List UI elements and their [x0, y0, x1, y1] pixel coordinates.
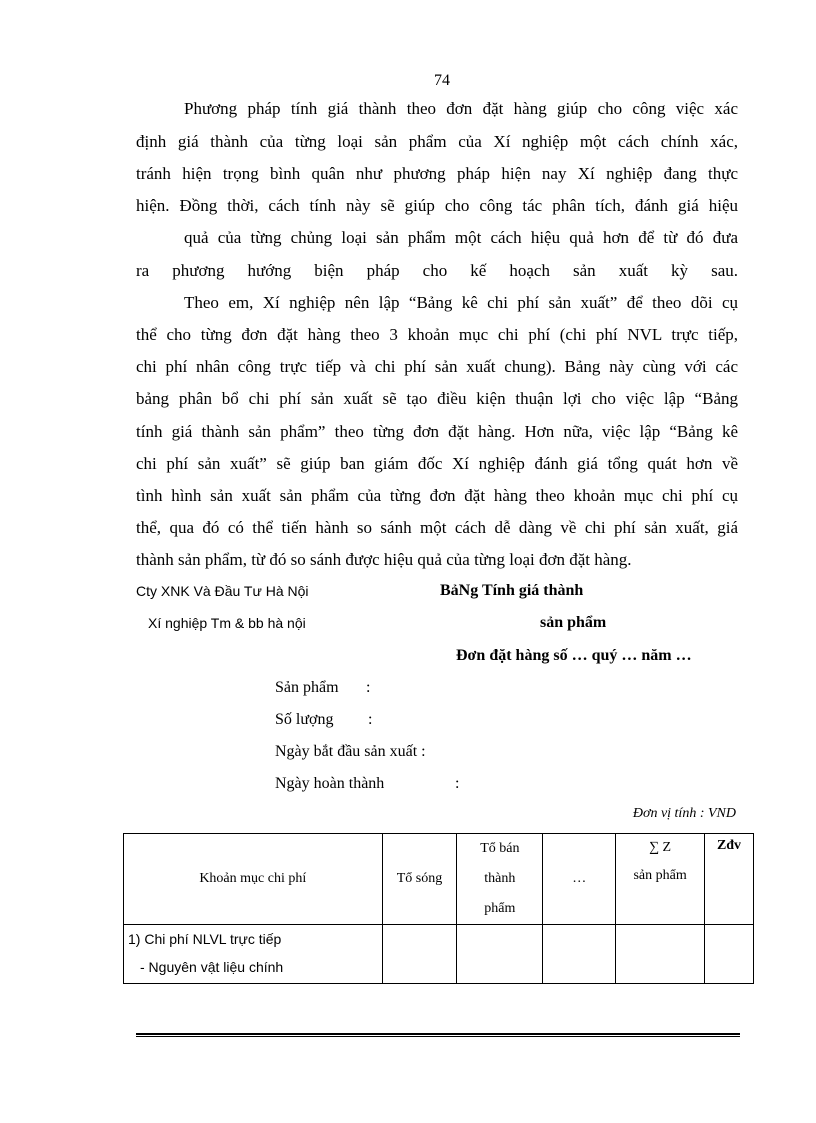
table-row: [124, 925, 754, 984]
field-colon: :: [455, 775, 460, 792]
header-ellipsis: …: [543, 834, 616, 925]
header-item: Khoản mục chi phí: [124, 834, 383, 925]
table-header-row: [124, 834, 754, 925]
table-cell: [543, 925, 616, 984]
table-cell: [382, 925, 457, 984]
field-label-product: Sản phẩm: [275, 679, 339, 696]
order-line: Đơn đặt hàng số … quý … năm …: [456, 647, 692, 664]
paragraph-line: chi phí nhân công trực tiếp và chi phí sản xuất chung). Bảng này cùng với các: [136, 357, 738, 376]
header-song: Tổ sóng: [382, 834, 457, 925]
cost-table: [123, 833, 754, 984]
form-title: BảNg Tính giá thành: [440, 582, 584, 599]
company-name: Cty XNK Và Đầu Tư Hà Nội: [136, 583, 309, 599]
paragraph-line: ra phương hướng biện pháp cho kế hoạch sản xuất kỳ sau.: [136, 261, 738, 280]
table-cell: [616, 925, 705, 984]
paragraph-line: định giá thành của từng loại sản phẩm của Xí nghiệp một cách chính xác,: [136, 132, 738, 151]
field-colon: :: [366, 679, 371, 696]
unit-name: Xí nghiệp Tm & bb hà nội: [148, 615, 306, 631]
paragraph-line: hiện. Đồng thời, cách tính này sẽ giúp cho công tác phân tích, đánh giá hiệu: [136, 196, 738, 215]
paragraph-line: tình hình sản xuất sản phẩm của từng đơn đặt hàng theo khoản mục chi phí cụ: [136, 486, 738, 505]
footer-rule: [136, 1033, 740, 1037]
paragraph-line: tính giá thành sản phẩm” theo từng đơn đặt hàng. Hơn nữa, việc lập “Bảng kê: [136, 422, 738, 441]
paragraph-line: Theo em, Xí nghiệp nên lập “Bảng kê chi phí sản xuất” để theo dõi cụ: [184, 293, 738, 312]
table-cell: [705, 925, 754, 984]
page-number: 74: [434, 72, 450, 89]
paragraph-line: tránh hiện trọng bình quân như phương pháp hiện nay Xí nghiệp đang thực: [136, 164, 738, 183]
header-ban-thanh-pham: Tổ bán thành phẩm: [457, 834, 543, 925]
row-item-cell: [124, 925, 383, 984]
paragraph-line: thành sản phẩm, từ đó so sánh được hiệu quả của từng loại đơn đặt hàng.: [136, 550, 632, 569]
paragraph-line: thể cho từng đơn đặt hàng theo 3 khoản mục chi phí (chi phí NVL trực tiếp,: [136, 325, 738, 344]
paragraph-line: quả của từng chủng loại sản phẩm một cách hiệu quả hơn để từ đó đưa: [184, 228, 738, 247]
form-title-2: sản phẩm: [540, 614, 607, 631]
header-zdv: Zđv: [705, 834, 754, 925]
paragraph-line: thể, qua đó có thể tiến hành so sánh một cách dễ dàng về chi phí sản xuất, giá: [136, 518, 738, 537]
field-label-quantity: Số lượng: [275, 711, 334, 728]
unit-note: Đơn vị tính : VND: [632, 806, 736, 821]
table-cell: [457, 925, 543, 984]
paragraph-line: Phương pháp tính giá thành theo đơn đặt hàng giúp cho công việc xác: [184, 99, 738, 118]
row-item-line1: 1) Chi phí NLVL trực tiếp: [128, 931, 282, 947]
field-label-finish-date: Ngày hoàn thành: [275, 775, 385, 792]
paragraph-line: chi phí sản xuất” sẽ giúp ban giám đốc Xí nghiệp đánh giá tổng quát hơn về: [136, 454, 738, 473]
row-item-line2: - Nguyên vật liệu chính: [140, 959, 284, 975]
field-label-start-date: Ngày bắt đầu sản xuất :: [275, 743, 426, 760]
paragraph-line: bảng phân bổ chi phí sản xuất sẽ tạo điều kiện thuận lợi cho việc lập “Bảng: [136, 389, 738, 408]
header-sum-z: ∑ Z sản phẩm: [616, 834, 705, 925]
field-colon: :: [368, 711, 373, 728]
